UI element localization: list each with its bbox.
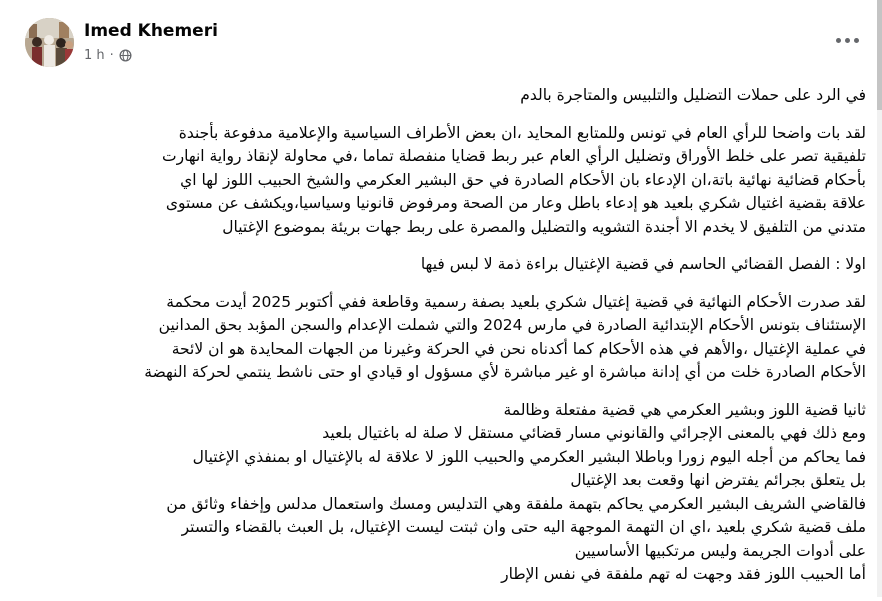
post-line: فما يحاكم من أجله اليوم زورا وباطلا البشير العكرمي والحبيب اللوز لا علاقة له بالإغتيال او بمنفذي الإغتيال [192,447,866,466]
avatar-photo [25,18,74,67]
post-line: بل يتعلق بجرائم يفترض انها وقعت بعد الإغتيال [570,471,866,489]
post-paragraph [30,84,866,108]
post-paragraph [30,253,866,277]
scrollbar[interactable] [877,0,882,597]
post-line: الأحكام الصادرة خلت من أي إدانة مباشرة او غير مباشرة لأي مسؤول او قيادي او حتى ناشط ينتمي لحركة النهضة [144,363,866,381]
post-line: لقد صدرت الأحكام النهائية في قضية إغتيال شكري بلعيد بصفة رسمية وقاطعة ففي أكتوبر 2025 أيدت محكمة [166,292,866,311]
post-paragraph [30,122,866,240]
post-text [30,84,866,601]
post-line: على أدوات الجريمة وليس مرتكبيها الأساسيين [574,541,866,560]
post-line: ملف قضية شكري بلعيد ،اي ان التهمة الموجهة اليه حتى وان ثبتت ليست الإغتيال، بل العبث بالقضاء والتستر [181,518,866,536]
post-meta: 1 h · [84,48,132,63]
post-paragraph [30,291,866,385]
post-line: الإستئناف بتونس الأحكام الإبتدائية الصادرة في مارس 2024 والتي شملت الإعدام والسجن المؤبد بحق المدانين [158,316,866,334]
author-avatar[interactable] [25,18,74,67]
post-header [0,0,882,80]
post-line: في الرد على حملات التضليل والتلبيس والمتاجرة بالدم [520,86,866,104]
post-line: علاقة بقضية اغتيال شكري بلعيد هو إدعاء باطل وعار من الصحة ومرفوض قانونيا وسياسيا،ويكشف عن مستوى [165,194,866,212]
globe-icon [119,49,132,62]
post-line: ثانيا قضية اللوز وبشير العكرمي هي قضية مفتعلة وظالمة [503,400,866,419]
scrollbar-thumb[interactable] [877,0,882,110]
post-line: ومع ذلك فهي بالمعنى الإجرائي والقانوني مسار قضائي مستقل لا صلة له باغتيال بلعيد [322,424,866,442]
post-line: لقد بات واضحا للرأي العام في تونس وللمتابع المحايد ،ان بعض الأطراف السياسية والإعلامية مدفوعة بأجندة [178,123,866,142]
post-line: أما الحبيب اللوز فقد وجهت له تهم ملفقة في نفس الإطار [501,565,866,583]
post-line: تلفيقية تصر على خلط الأوراق وتضليل الرأي العام عبر ربط قضايا منفصلة تماما ،في محاولة لإنقاذ رواية انهارت [162,147,866,165]
post-line: اولا : الفصل القضائي الحاسم في قضية الإغتيال براءة ذمة لا لبس فيها [420,255,866,273]
more-options-icon[interactable] [833,30,861,50]
post-line: متدني من التلفيق لا يخدم الا أجندة التشويه والتضليل والمصرة على ربط جهات بريئة بموضوع الإغتيال [222,217,866,236]
post-time[interactable]: 1 h [84,48,105,63]
post-paragraph [30,399,866,587]
post-line: في عملية الإغتيال ،والأهم في هذه الأحكام كما أكدناه نحن في الحركة وغيرنا من الجهات المحايدة هو ان لائحة [171,339,866,358]
post-line: فالقاضي الشريف البشير العكرمي يحاكم بتهمة ملفقة وهي التدليس ومسك واستعمال مدلس وإخفاء وثائق من [166,494,866,513]
author-name[interactable]: Imed Khemeri [84,21,218,41]
post-line: بأحكام قضائية نهائية باتة،ان الإدعاء بان الأحكام الصادرة في حق البشير العكرمي والشيخ الحبيب اللوز لها اي [180,170,866,189]
